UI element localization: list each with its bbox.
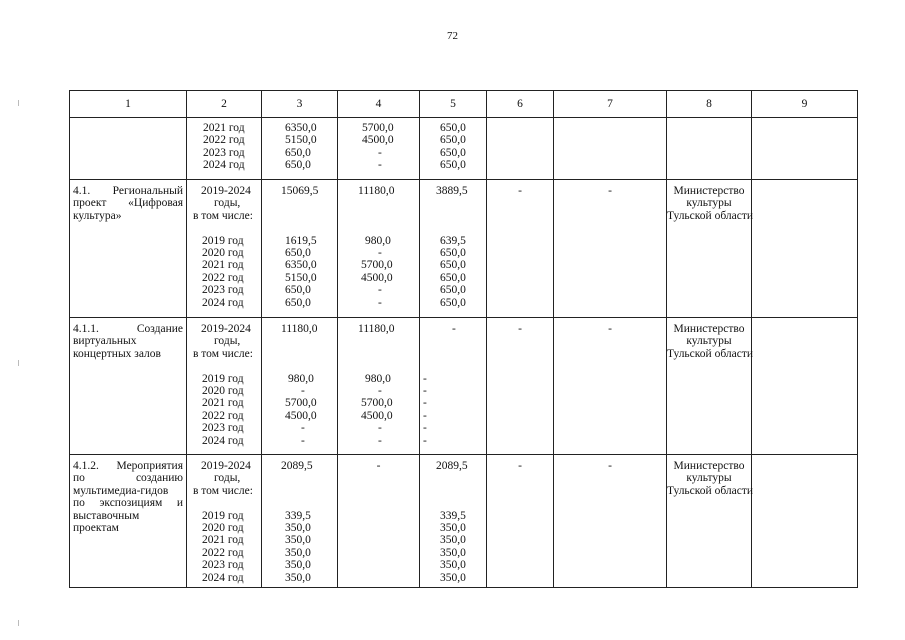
year-label: 2022 год	[202, 271, 244, 284]
value: 650,0	[440, 246, 466, 259]
year-label: 2024 год	[202, 296, 244, 309]
value: 650,0	[285, 159, 311, 172]
cell-executor	[667, 455, 752, 588]
year-label: 2019 год	[202, 234, 244, 247]
period-label: 2019-2024	[201, 323, 251, 335]
cell-years	[187, 118, 262, 180]
item-name: 4.1. Региональный проект «Цифровая культура»	[73, 185, 183, 222]
period-label: годы,	[214, 197, 241, 210]
year-label: 2021 год	[202, 397, 244, 410]
value: -	[423, 409, 427, 422]
col-header: 7	[554, 91, 667, 118]
value: 6350,0	[285, 259, 317, 272]
cell-years	[187, 180, 262, 318]
year-label: 2024 год	[203, 159, 245, 172]
total-value: -	[452, 323, 456, 335]
value: -	[378, 296, 382, 309]
value: 339,5	[440, 509, 466, 522]
col-header: 6	[487, 91, 554, 118]
year-label: 2022 год	[202, 546, 244, 559]
value: 5700,0	[362, 122, 394, 134]
total-value: 15069,5	[281, 185, 319, 197]
value: -	[378, 246, 382, 259]
cell-executor	[667, 180, 752, 318]
cell-col6: -	[487, 455, 554, 588]
value: -	[423, 434, 427, 447]
col-header: 3	[262, 91, 338, 118]
value: 6350,0	[285, 122, 317, 134]
executor-line: Тульской области	[667, 484, 754, 497]
cell-col7: -	[554, 180, 667, 318]
value: 650,0	[440, 146, 466, 159]
value: 350,0	[440, 534, 466, 547]
period-label: 2019-2024	[201, 460, 251, 472]
year-label: 2022 год	[202, 409, 244, 422]
table-row	[70, 118, 858, 180]
year-label: 2020 год	[202, 247, 244, 260]
cell-name	[70, 455, 187, 588]
value: 5700,0	[361, 259, 393, 272]
value: 4500,0	[361, 409, 393, 422]
cell-col5	[420, 118, 487, 180]
page-number: 72	[447, 30, 458, 42]
cell-col3	[262, 455, 338, 588]
col-header: 1	[70, 91, 187, 118]
year-label: 2024 год	[202, 434, 244, 447]
cell-col4	[338, 455, 420, 588]
table-row	[70, 455, 858, 588]
value: -	[301, 422, 305, 435]
value: 350,0	[440, 546, 466, 559]
value: 5150,0	[285, 271, 317, 284]
period-label: годы,	[214, 335, 241, 348]
value: 350,0	[440, 571, 466, 584]
cell-col3	[262, 318, 338, 455]
value: 650,0	[440, 134, 466, 147]
year-label: 2019 год	[202, 509, 244, 522]
executor-line: Тульской области	[667, 209, 754, 222]
header-row	[70, 91, 858, 118]
col-header: 9	[752, 91, 858, 118]
executor-line: Тульской области	[667, 347, 754, 360]
value: 980,0	[365, 372, 391, 385]
cell-col8	[667, 118, 752, 180]
period-label: годы,	[214, 472, 241, 485]
cell-executor	[667, 318, 752, 455]
total-value: -	[376, 460, 381, 472]
executor-line: культуры	[686, 472, 732, 485]
value: 650,0	[440, 284, 466, 297]
cell-col7: -	[554, 318, 667, 455]
value: 650,0	[285, 146, 311, 159]
margin-mark	[18, 100, 19, 106]
value: 5700,0	[361, 397, 393, 410]
cell-col9	[752, 455, 858, 588]
value: 650,0	[440, 122, 466, 134]
value: 5700,0	[285, 397, 317, 410]
margin-mark	[18, 360, 19, 366]
value: -	[378, 384, 382, 397]
value: 339,5	[285, 509, 311, 522]
year-label: 2019 год	[202, 372, 244, 385]
period-label: в том числе:	[193, 347, 253, 360]
executor-line: Министерство	[673, 323, 745, 335]
value: 650,0	[285, 284, 311, 297]
value: -	[378, 146, 382, 159]
executor-line: Министерство	[673, 185, 745, 197]
value: 5150,0	[285, 134, 317, 147]
total-value: 3889,5	[436, 185, 468, 197]
value: 350,0	[440, 559, 466, 572]
budget-table	[69, 90, 858, 588]
value: -	[378, 422, 382, 435]
table-row	[70, 318, 858, 455]
cell-col4	[338, 318, 420, 455]
value: 639,5	[440, 234, 466, 247]
value: 650,0	[440, 159, 466, 172]
year-label: 2021 год	[203, 122, 245, 134]
value: -	[378, 159, 382, 172]
cell-col3	[262, 118, 338, 180]
year-label: 2022 год	[203, 134, 245, 147]
value: -	[423, 384, 427, 397]
value: 350,0	[285, 534, 311, 547]
year-label: 2024 год	[202, 571, 244, 584]
col-header: 4	[338, 91, 420, 118]
cell-col9	[752, 318, 858, 455]
cell-col4	[338, 180, 420, 318]
year-label: 2023 год	[203, 146, 245, 159]
year-label: 2020 год	[202, 385, 244, 398]
value: 350,0	[285, 546, 311, 559]
executor-line: культуры	[686, 335, 732, 348]
value: 350,0	[285, 559, 311, 572]
cell-name	[70, 180, 187, 318]
cell-col6: -	[487, 318, 554, 455]
col-header: 2	[187, 91, 262, 118]
year-label: 2023 год	[202, 284, 244, 297]
period-label: в том числе:	[193, 209, 253, 222]
cell-col9	[752, 180, 858, 318]
value: 4500,0	[362, 134, 394, 147]
cell-name	[70, 118, 187, 180]
total-value: 11180,0	[358, 185, 395, 197]
table-row	[70, 180, 858, 318]
value: -	[378, 434, 382, 447]
value: 980,0	[288, 372, 314, 385]
cell-years	[187, 455, 262, 588]
item-name: 4.1.1. Создание виртуальных концертных залов	[73, 323, 183, 360]
cell-col5	[420, 318, 487, 455]
value: 650,0	[285, 296, 311, 309]
total-value: 11180,0	[281, 323, 318, 335]
cell-col5	[420, 455, 487, 588]
cell-col4	[338, 118, 420, 180]
value: -	[423, 372, 427, 385]
value: 1619,5	[285, 234, 317, 247]
item-name: 4.1.2. Мероприятия по созданию мультимедиа-гидов по экспозициям и выставочным проектам	[73, 460, 183, 535]
value: 350,0	[285, 521, 311, 534]
cell-col5	[420, 180, 487, 318]
executor-line: культуры	[686, 197, 732, 210]
cell-col3	[262, 180, 338, 318]
cell-col6	[487, 118, 554, 180]
value: 650,0	[285, 246, 311, 259]
value: -	[423, 422, 427, 435]
cell-col7	[554, 118, 667, 180]
value: 980,0	[365, 234, 391, 247]
cell-col9	[752, 118, 858, 180]
value: 650,0	[440, 271, 466, 284]
year-label: 2023 год	[202, 422, 244, 435]
value: 350,0	[440, 521, 466, 534]
year-label: 2023 год	[202, 559, 244, 572]
period-label: 2019-2024	[201, 185, 251, 197]
total-value: 2089,5	[281, 460, 313, 472]
col-header: 8	[667, 91, 752, 118]
year-label: 2021 год	[202, 259, 244, 272]
value: 4500,0	[285, 409, 317, 422]
executor-line: Министерство	[673, 460, 745, 472]
value: 4500,0	[361, 271, 393, 284]
period-label: в том числе:	[193, 484, 253, 497]
cell-name	[70, 318, 187, 455]
value: 650,0	[440, 296, 466, 309]
value: -	[301, 384, 305, 397]
value: 650,0	[440, 259, 466, 272]
year-label: 2020 год	[202, 522, 244, 535]
cell-col7: -	[554, 455, 667, 588]
value: 350,0	[285, 571, 311, 584]
cell-col6: -	[487, 180, 554, 318]
total-value: 2089,5	[436, 460, 468, 472]
total-value: 11180,0	[358, 323, 395, 335]
value: -	[378, 284, 382, 297]
value: -	[423, 397, 427, 410]
year-label: 2021 год	[202, 534, 244, 547]
cell-years	[187, 318, 262, 455]
margin-mark	[18, 620, 19, 626]
col-header: 5	[420, 91, 487, 118]
value: -	[301, 434, 305, 447]
